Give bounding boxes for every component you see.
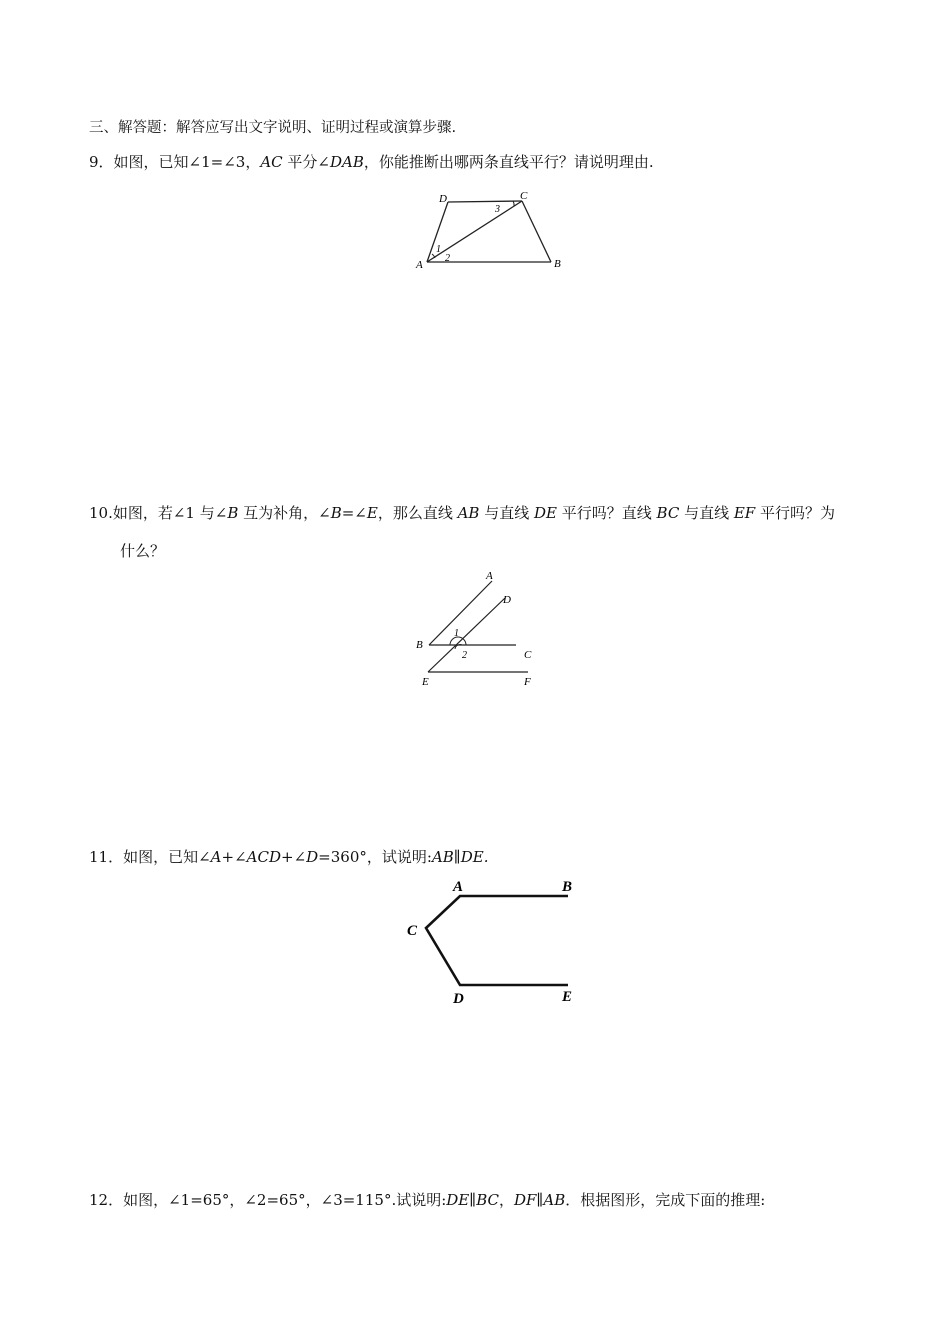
q11-label-B: B	[562, 879, 573, 895]
question-9-figure	[410, 188, 580, 273]
q10-angle-2: 2	[462, 650, 467, 661]
question-10-text: 10.如图，若∠1 与∠B 互为补角，∠B=∠E，那么直线 AB 与直线 DE 平行吗？直线 BC 与直线 EF 平行吗？为	[89, 504, 835, 522]
q9-label-C: C	[520, 190, 528, 202]
question-10-number: 10.	[89, 504, 113, 522]
q11-label-A: A	[453, 879, 464, 895]
question-11-text: 11．如图，已知∠A+∠ACD+∠D=360°，试说明:AB∥DE.	[89, 848, 489, 866]
section-heading: 三、解答题：解答应写出文字说明、证明过程或演算步骤.	[89, 120, 457, 136]
q9-label-B: B	[554, 258, 561, 270]
q11-label-D: D	[453, 991, 464, 1007]
q10-label-F: F	[524, 676, 531, 688]
question-11-number: 11．	[89, 848, 124, 866]
question-9-text: 9．如图，已知∠1=∠3，AC 平分∠DAB，你能推断出哪两条直线平行？请说明理由.	[89, 153, 654, 171]
question-12-text: 12．如图，∠1=65°，∠2=65°，∠3=115°.试说明:DE∥BC，DF∥AB．根据图形，完成下面的推理:	[89, 1191, 766, 1209]
q9-angle-3: 3	[495, 204, 500, 215]
q9-angle-1: 1	[436, 244, 441, 255]
question-12-number: 12．	[89, 1191, 124, 1209]
q11-label-C: C	[407, 923, 418, 939]
q11-label-E: E	[562, 989, 573, 1005]
question-10-figure	[412, 568, 542, 690]
q9-label-A: A	[416, 259, 423, 271]
q10-angle-1: 1	[454, 628, 459, 639]
q9-label-D: D	[439, 193, 447, 205]
q10-label-D: D	[503, 594, 511, 606]
question-9-number: 9．	[89, 153, 114, 171]
q10-label-E: E	[422, 676, 429, 688]
question-11-figure	[402, 872, 592, 1012]
q10-label-A: A	[486, 570, 493, 582]
q10-label-C: C	[524, 649, 532, 661]
question-10-continuation: 什么？	[120, 542, 166, 560]
q10-label-B: B	[416, 639, 423, 651]
q9-angle-2: 2	[445, 253, 450, 264]
